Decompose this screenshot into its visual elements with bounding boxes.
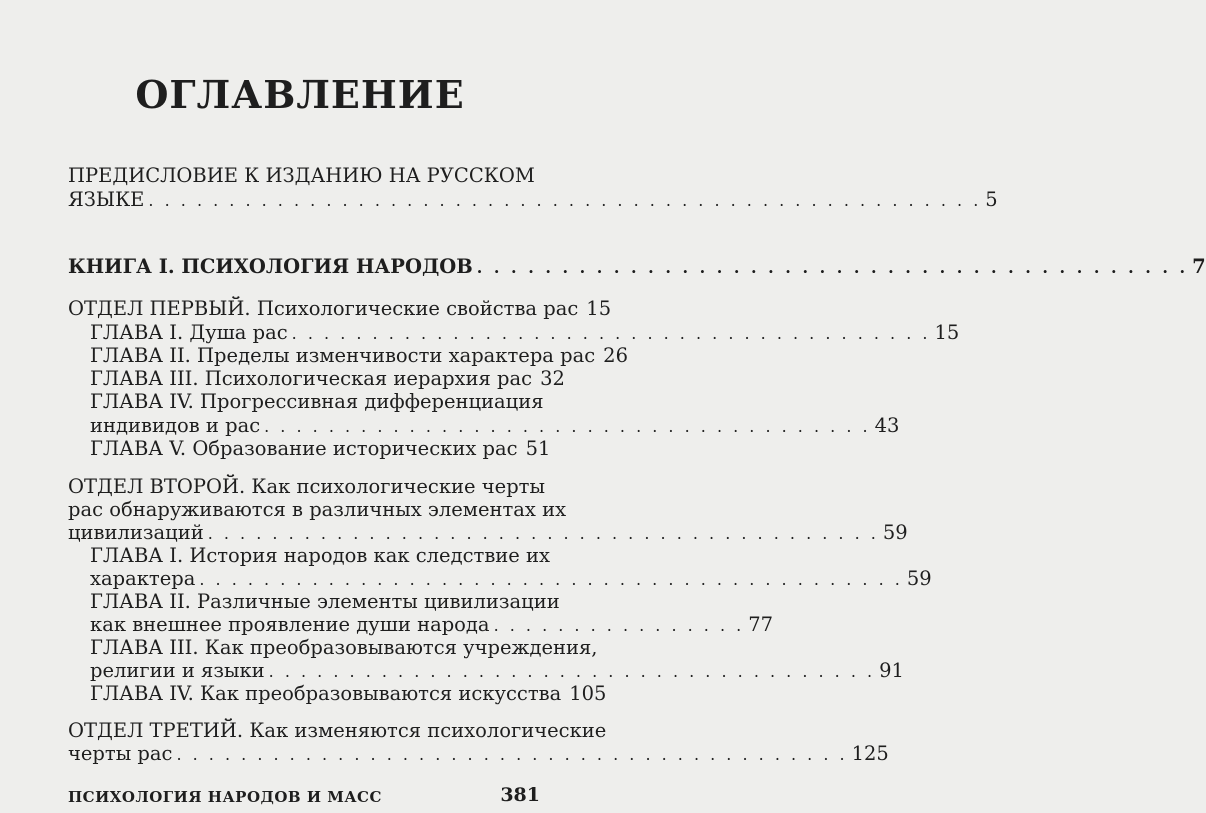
running-title: ПСИХОЛОГИЯ НАРОДОВ И МАСС [68, 788, 382, 806]
section-2-line-2: рас обнаруживаются в различных элементах их [68, 498, 567, 521]
dot-leader: . . . . . . . . . . . . . . . . . . . . . . . . . . . . . . . . . . . . . . [268, 662, 876, 681]
chapter-line-1: ГЛАВА IV. Прогрессивная дифференциация [90, 390, 544, 413]
page-ref: 32 [540, 367, 565, 390]
chapter-line-2: религии и языки [90, 659, 265, 682]
dot-leader: . . . . . . . . . . . . . . . . . . . . . . . . . . . . . . . . . . . . . . . . . . [207, 524, 879, 543]
page-number: 381 [500, 784, 540, 806]
preface-line-2: ЯЗЫКЕ [68, 188, 145, 211]
section-3-entry[interactable] [68, 742, 889, 767]
page-ref: 125 [851, 742, 889, 765]
chapter-line-1: ГЛАВА II. Различные элементы цивилизации [90, 590, 560, 613]
page-ref: 59 [906, 567, 932, 590]
chapter-label: ГЛАВА I. Душа рас [90, 321, 288, 344]
dot-leader: . . . . . . . . . . . . . . . . . . . . . . . . . . . . . . . . . . . . . . . . . . [476, 258, 1189, 277]
page-ref: 51 [525, 437, 551, 460]
chapter-line-1: ГЛАВА I. История народов как следствие их [90, 544, 551, 567]
dot-leader: . . . . . . . . . . . . . . . . . . . . . . . . . . . . . . . . . . . . . . . . . . . . [199, 570, 903, 589]
page-ref: 77 [748, 613, 774, 636]
preface-entry[interactable] [68, 188, 998, 213]
book-entry[interactable] [68, 255, 1206, 280]
page-ref: 91 [879, 659, 904, 682]
chapter-line-1: ГЛАВА III. Как преобразовываются учреждения, [90, 636, 598, 659]
chapter-line-2: индивидов и рас [90, 414, 261, 437]
chapter-line-2: как внешнее проявление души народа [90, 613, 490, 636]
chapter-label: ГЛАВА V. Образование исторических рас [90, 437, 518, 460]
chapter-line-2: характера [90, 567, 196, 590]
chapter-entry[interactable] [90, 414, 900, 439]
dot-leader: . . . . . . . . . . . . . . . . . . . . . . . . . . . . . . . . . . . . . . [264, 417, 871, 436]
page-ref: 43 [874, 414, 900, 437]
chapter-entry[interactable] [90, 367, 565, 392]
chapter-label: ГЛАВА III. Психологическая иерархия рас [90, 367, 533, 390]
section-2-line-3: цивилизаций [68, 521, 204, 544]
section-1-entry[interactable] [68, 297, 612, 322]
page-ref: 15 [586, 297, 612, 320]
page-ref: 59 [882, 521, 908, 544]
section-3-line-1: ОТДЕЛ ТРЕТИЙ. Как изменяются психологические [68, 719, 607, 742]
page-ref: 15 [934, 321, 960, 344]
section-2-entry[interactable] [68, 521, 908, 546]
section-2-line-1: ОТДЕЛ ВТОРОЙ. Как психологические черты [68, 475, 545, 498]
chapter-entry[interactable] [90, 437, 551, 462]
dot-leader: . . . . . . . . . . . . . . . . [493, 616, 745, 635]
chapter-label: ГЛАВА II. Пределы изменчивости характера рас [90, 344, 596, 367]
dot-leader: . . . . . . . . . . . . . . . . . . . . . . . . . . . . . . . . . . . . . . . . [291, 324, 931, 343]
page-ref: 5 [985, 188, 998, 211]
page-ref: 7 [1192, 255, 1206, 278]
dot-leader: . . . . . . . . . . . . . . . . . . . . . . . . . . . . . . . . . . . . . . . . . . [176, 745, 848, 764]
chapter-entry[interactable] [90, 659, 904, 684]
page-ref: 105 [569, 682, 607, 705]
chapter-entry[interactable] [90, 567, 932, 592]
section-3-line-2: черты рас [68, 742, 173, 765]
chapter-entry[interactable] [90, 682, 607, 707]
chapter-entry[interactable] [90, 344, 628, 369]
preface-line-1: ПРЕДИСЛОВИЕ К ИЗДАНИЮ НА РУССКОМ [68, 164, 535, 187]
toc-title: ОГЛАВЛЕНИЕ [135, 72, 465, 117]
chapter-entry[interactable] [90, 613, 774, 638]
dot-leader: . . . . . . . . . . . . . . . . . . . . . . . . . . . . . . . . . . . . . . . . . . . . . . . . . . . . [148, 191, 982, 210]
chapter-entry[interactable] [90, 321, 960, 346]
section-1-label: ОТДЕЛ ПЕРВЫЙ. Психологические свойства рас [68, 297, 579, 320]
page-ref: 26 [603, 344, 628, 367]
chapter-label: ГЛАВА IV. Как преобразовываются искусства [90, 682, 562, 705]
book-label: КНИГА I. ПСИХОЛОГИЯ НАРОДОВ [68, 255, 473, 278]
